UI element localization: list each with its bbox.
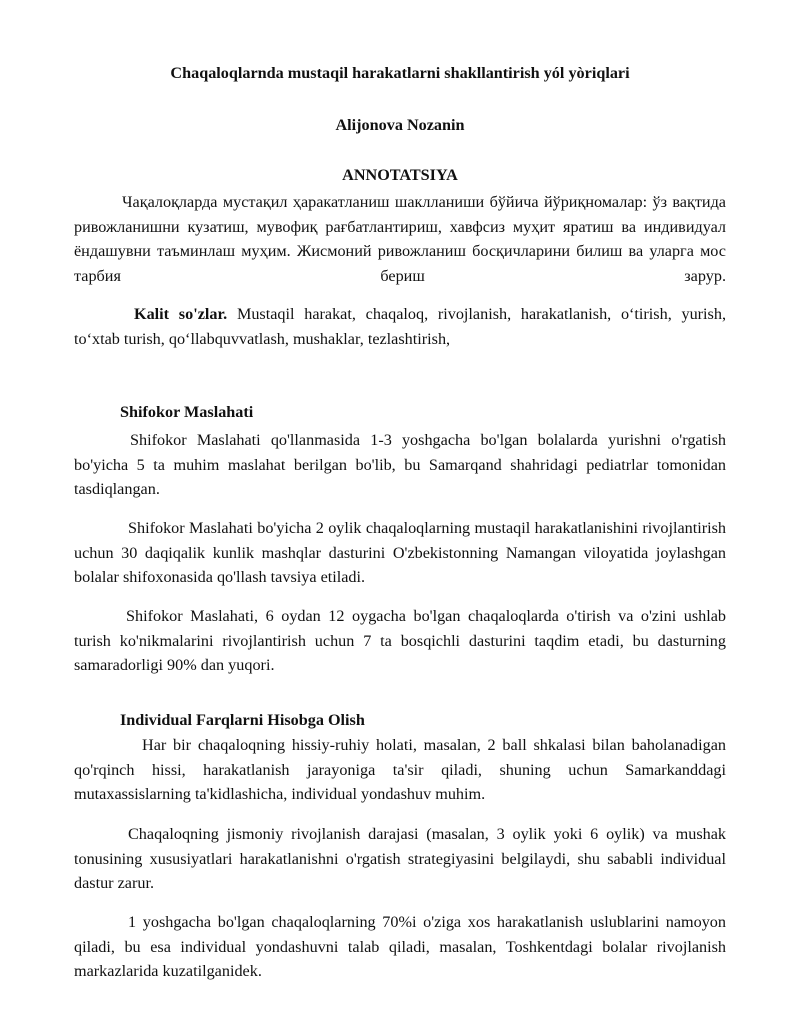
paragraph-text: 1 yoshgacha bo'lgan chaqaloqlarning 70%i o'ziga xos harakatlanish uslublarini namoyon qiladi, bu esa individual yondashuvni talab qiladi, masalan, Toshkentdagi bolalar rivojlanish markazlarida kuzatilganidek. [74,913,726,981]
paragraph-text: Shifokor Maslahati qo'llanmasida 1-3 yoshgacha bo'lgan bolalarda yurishni o'rgatish bo'yicha 5 ta muhim maslahat berilgan bo'lib, bu Samarqand shahridagi pediatrlar tomonidan tasdiqlangan. [74,431,726,499]
annotation-text: Чақалоқларда мустақил ҳаракатланиш шаклланиши бўйича йўриқномалар: ўз вақтида ривожланишни кузатиш, мувофиқ рағбатлантириш, хавфсиз муҳит яратиш ва индивидуал ёндашувни таъминлаш муҳим. Жисмоний ривожланиш босқичларини билиш ва уларга мос тарбия бериш зарур. [74,193,726,285]
paragraph-text: Shifokor Maslahati, 6 oydan 12 oygacha bo'lgan chaqaloqlarda o'tirish va o'zini ushlab turish ko'nikmalarini rivojlantirish uchun 7 ta bosqichli dasturini taqdim etadi, bu dasturning samaradorligi 90% dan yuqori. [74,607,726,675]
section-1-paragraph-3 [74,604,726,678]
section-2-paragraph-3 [74,910,726,984]
author-name: Alijonova Nozanin [335,116,465,134]
section-heading-individual-differences: Individual Farqlarni Hisobga Olish [120,711,365,729]
paragraph-text: Shifokor Maslahati bo'yicha 2 oylik chaqaloqlarning mustaqil harakatlanishini rivojlantirish uchun 30 daqiqalik kunlik mashqlar dasturini O'zbekistonning Namangan viloyatida joylashgan bolalar shifoxonasida qo'llash tavsiya etiladi. [74,519,726,587]
keywords-paragraph [74,302,726,351]
section-1-paragraph-1 [74,428,726,502]
keywords-text: Mustaqil harakat, chaqaloq, rivojlanish, harakatlanish, oʻtirish, yurish, toʻxtab turish, qoʻllabquvvatlash, mushaklar, tezlashtirish, [74,305,726,348]
keywords-block [74,302,726,351]
annotation-heading: ANNOTATSIYA [342,166,458,184]
document-title: Chaqaloqlarnda mustaqil harakatlarni shakllantirish yól yòriqlari [170,64,630,82]
annotation-block [74,190,726,288]
section-2-paragraph-1 [74,733,726,807]
section-heading-doctor-advice: Shifokor Maslahati [120,403,254,421]
paragraph-text: Har bir chaqaloqning hissiy-ruhiy holati, masalan, 2 ball shkalasi bilan baholanadigan qo'rqinch hissi, harakatlanish jarayoniga ta'sir qiladi, shuning uchun Samarkanddagi mutaxassislarning ta'kidlashicha, individual yondashuv muhim. [74,736,726,804]
section-2-paragraph-2 [74,822,726,896]
paragraph-text: Chaqaloqning jismoniy rivojlanish darajasi (masalan, 3 oylik yoki 6 oylik) va mushak tonusining xususiyatlari harakatlanishni o'rgatish strategiyasini belgilaydi, shu sababli individual dastur zarur. [74,825,726,893]
section-1-paragraph-2 [74,516,726,590]
keywords-label: Kalit so'zlar. [134,305,228,323]
